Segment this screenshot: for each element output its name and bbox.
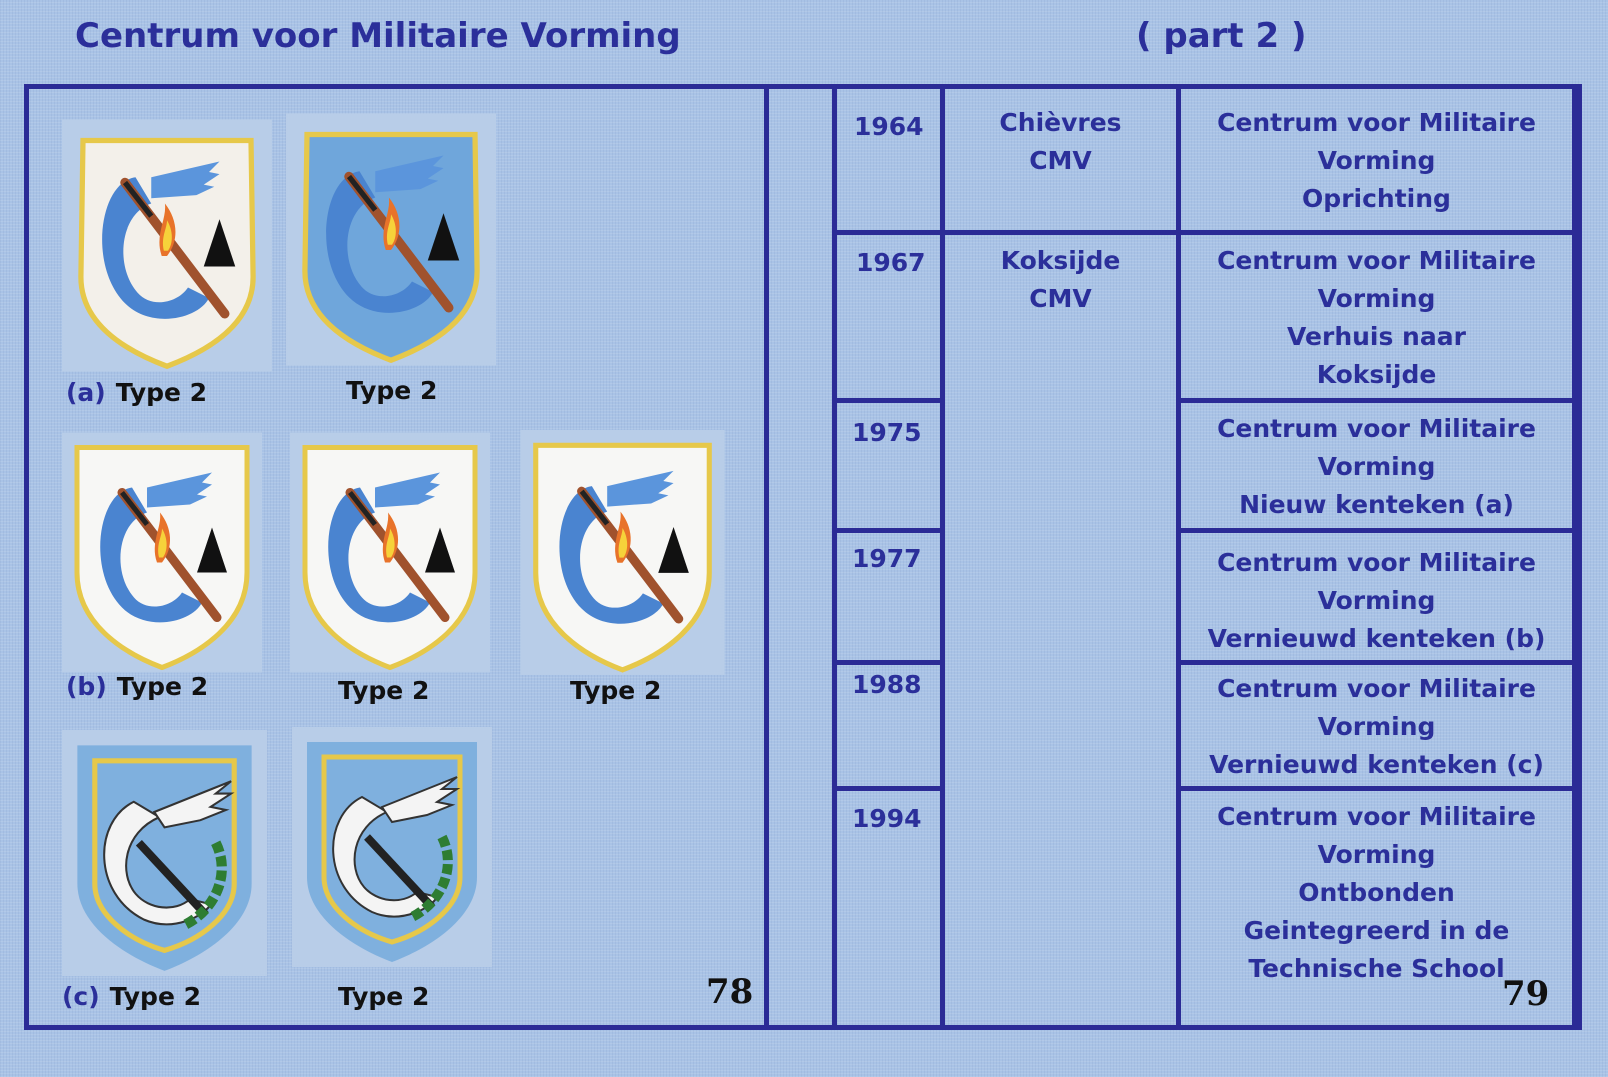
place-line: Koksijde: [1000, 246, 1121, 275]
desc-line: Centrum voor Militaire: [1217, 674, 1536, 703]
desc-line: Centrum voor Militaire: [1217, 414, 1536, 443]
place-cell: [945, 242, 1176, 318]
desc-line: Oprichting: [1302, 184, 1451, 213]
patch-image: [62, 728, 267, 978]
row-divider: [1176, 528, 1577, 533]
year-cell: 1964: [854, 112, 924, 141]
desc-line: Vorming: [1317, 146, 1436, 175]
year-cell: 1967: [856, 248, 926, 277]
desc-line: Centrum voor Militaire: [1217, 246, 1536, 275]
patch-label: Type 2: [338, 676, 430, 705]
row-divider: [1176, 786, 1577, 791]
place-cell: [945, 104, 1176, 180]
desc-cell: [1181, 670, 1572, 784]
row-divider: [832, 528, 945, 533]
desc-line: Vorming: [1317, 712, 1436, 741]
desc-line: Vorming: [1317, 586, 1436, 615]
row-divider: [832, 660, 945, 665]
desc-line: Technische School: [1248, 954, 1505, 983]
desc-line: Vorming: [1317, 284, 1436, 313]
type-label: Type 2: [115, 378, 208, 407]
type-label: Type 2: [116, 672, 209, 701]
patch-image: [292, 722, 492, 972]
patch-label: [66, 378, 207, 407]
patch-image: [62, 430, 262, 675]
page-number-right: 79: [1502, 974, 1550, 1014]
col-divider: [832, 84, 837, 1030]
desc-line: Vorming: [1317, 840, 1436, 869]
desc-cell: [1181, 798, 1572, 988]
year-cell: 1994: [852, 804, 922, 833]
desc-cell: [1181, 242, 1572, 394]
col-divider: [1572, 84, 1577, 1030]
patch-label: [62, 982, 201, 1011]
year-cell: 1977: [852, 544, 922, 573]
place-line: CMV: [1029, 284, 1092, 313]
page-number-left: 78: [706, 972, 754, 1012]
desc-line: Centrum voor Militaire: [1217, 108, 1536, 137]
patch-image: [286, 112, 496, 367]
row-divider: [1176, 398, 1577, 403]
place-line: Chièvres: [999, 108, 1122, 137]
year-cell: 1975: [852, 418, 922, 447]
col-divider: [940, 84, 945, 1030]
desc-line: Verhuis naar: [1287, 322, 1466, 351]
row-letter: (c): [62, 982, 100, 1011]
desc-cell: [1181, 410, 1572, 524]
patch-image: [290, 430, 490, 675]
row-divider: [832, 786, 945, 791]
patch-label: Type 2: [338, 982, 430, 1011]
desc-line: Koksijde: [1316, 360, 1437, 389]
desc-line: Geintegreerd in de: [1243, 916, 1510, 945]
row-letter: (a): [66, 378, 106, 407]
desc-line: Centrum voor Militaire: [1217, 548, 1536, 577]
year-cell: 1988: [852, 670, 922, 699]
row-letter: (b): [66, 672, 107, 701]
patch-image: [520, 430, 725, 675]
place-line: CMV: [1029, 146, 1092, 175]
page-title: Centrum voor Militaire Vorming: [75, 16, 681, 56]
type-label: Type 2: [109, 982, 202, 1011]
row-divider: [832, 230, 1577, 235]
desc-line: Vernieuwd kenteken (c): [1209, 750, 1544, 779]
desc-line: Centrum voor Militaire: [1217, 802, 1536, 831]
patch-label: Type 2: [570, 676, 662, 705]
patch-label: Type 2: [346, 376, 438, 405]
desc-cell: [1181, 544, 1572, 658]
desc-cell: [1181, 104, 1572, 218]
part-label: ( part 2 ): [1136, 16, 1307, 56]
row-divider: [1176, 660, 1577, 665]
desc-line: Nieuw kenteken (a): [1239, 490, 1514, 519]
patch-image: [62, 118, 272, 373]
patch-label: [66, 672, 208, 701]
row-divider: [832, 398, 945, 403]
desc-line: Vorming: [1317, 452, 1436, 481]
desc-line: Vernieuwd kenteken (b): [1207, 624, 1546, 653]
desc-line: Ontbonden: [1298, 878, 1455, 907]
